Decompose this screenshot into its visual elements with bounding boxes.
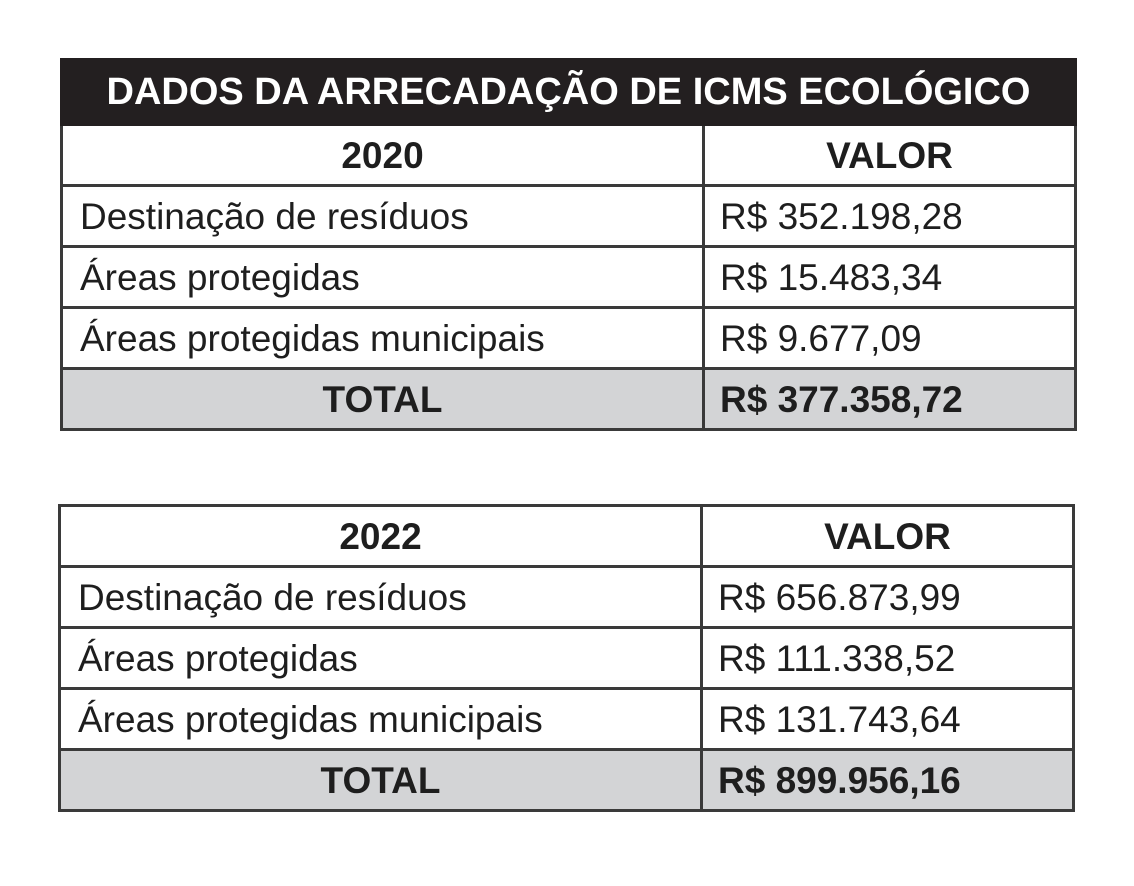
row-label: Áreas protegidas <box>62 247 704 308</box>
table-row <box>62 308 1076 369</box>
table-row <box>62 247 1076 308</box>
header-row <box>60 506 1074 567</box>
year-header: 2020 <box>62 125 704 186</box>
row-value: R$ 656.873,99 <box>702 567 1074 628</box>
table-row <box>60 628 1074 689</box>
total-row <box>62 369 1076 430</box>
table-row <box>60 689 1074 750</box>
header-row <box>62 125 1076 186</box>
row-value: R$ 131.743,64 <box>702 689 1074 750</box>
table-row <box>62 186 1076 247</box>
row-value: R$ 15.483,34 <box>704 247 1076 308</box>
total-label: TOTAL <box>60 750 702 811</box>
row-value: R$ 111.338,52 <box>702 628 1074 689</box>
icms-table-2020 <box>60 58 1077 431</box>
row-value: R$ 352.198,28 <box>704 186 1076 247</box>
row-label: Destinação de resíduos <box>62 186 704 247</box>
year-header: 2022 <box>60 506 702 567</box>
total-value: R$ 377.358,72 <box>704 369 1076 430</box>
total-row <box>60 750 1074 811</box>
total-label: TOTAL <box>62 369 704 430</box>
value-header: VALOR <box>702 506 1074 567</box>
row-label: Destinação de resíduos <box>60 567 702 628</box>
row-label: Áreas protegidas municipais <box>60 689 702 750</box>
table-row <box>60 567 1074 628</box>
row-label: Áreas protegidas <box>60 628 702 689</box>
row-label: Áreas protegidas municipais <box>62 308 704 369</box>
title-row <box>62 60 1076 125</box>
table-title: DADOS DA ARRECADAÇÃO DE ICMS ECOLÓGICO <box>62 60 1076 125</box>
icms-table-2022 <box>58 504 1075 812</box>
row-value: R$ 9.677,09 <box>704 308 1076 369</box>
value-header: VALOR <box>704 125 1076 186</box>
total-value: R$ 899.956,16 <box>702 750 1074 811</box>
